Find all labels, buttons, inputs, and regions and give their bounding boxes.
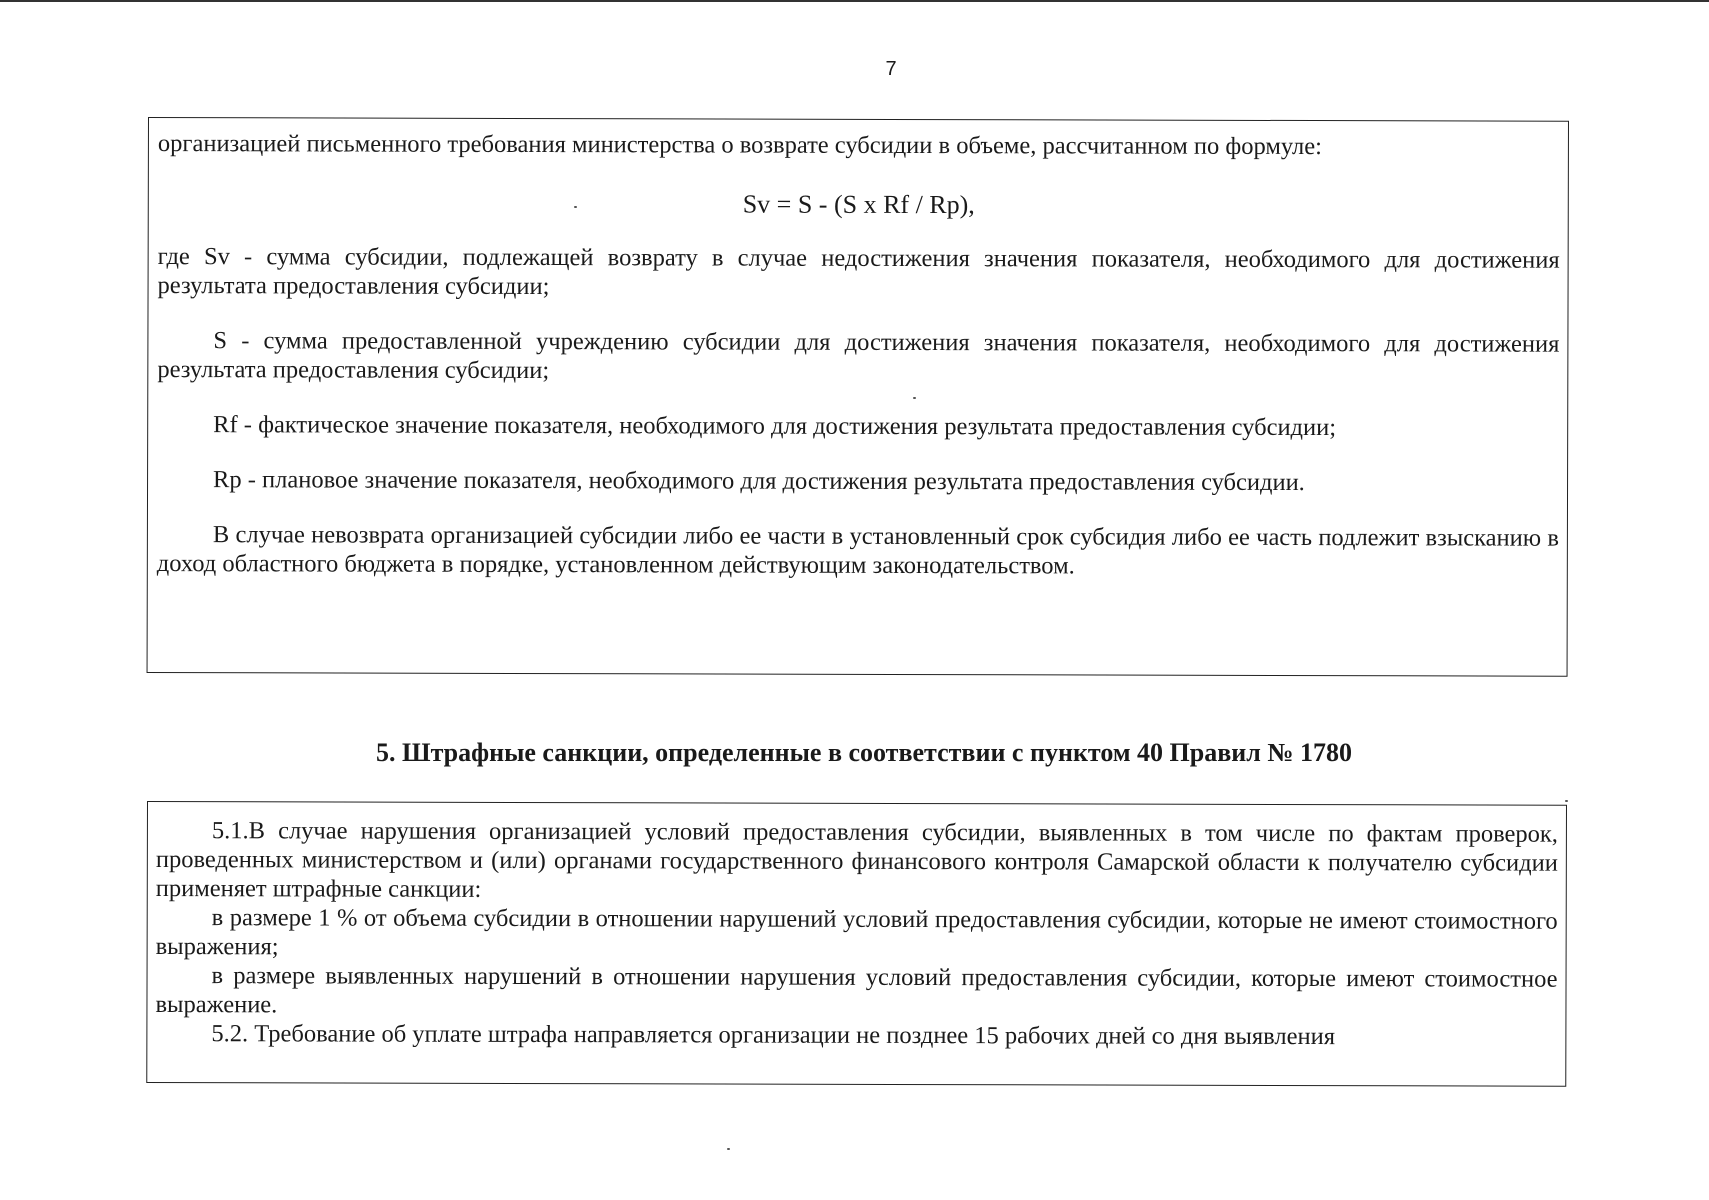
- top-border-line: [0, 0, 1709, 2]
- clause-5-1: 5.1.В случае нарушения организацией условий предоставления субсидии, выявленных в том числе по фактам проверок, проведенных министерством и (или) органами государственного финансового контроля Самарской области к получателю субсидии применяет штрафные санкции:: [155, 817, 1558, 903]
- scan-speck: [1565, 800, 1568, 802]
- section-5-heading: 5. Штрафные санкции, определенные в соответствии с пунктом 40 Правил № 1780: [376, 738, 1352, 767]
- definition-sv: где Sv - сумма субсидии, подлежащей возврату в случае недостижения значения показателя, необходимого для достижения результата предоставления субсидии;: [157, 243, 1560, 301]
- scan-speck: [574, 206, 577, 208]
- subsidy-return-box: [147, 117, 1569, 677]
- definition-s: S - сумма предоставленной учреждению субсидии для достижения значения показателя, необходимого для достижения результата предоставления субсидии;: [157, 327, 1560, 385]
- scan-speck: [727, 1148, 730, 1150]
- scan-speck: [913, 397, 916, 399]
- intro-paragraph: организацией письменного требования министерства о возврате субсидии в объеме, рассчитанном по формуле:: [157, 130, 1322, 161]
- penalties-box: [146, 801, 1567, 1087]
- return-formula: Sv = S - (S x Rf / Rp),: [742, 189, 975, 220]
- penalty-one-percent: в размере 1 % от объема субсидии в отношении нарушений условий предоставления субсидии, которые не имеют стоимостного выражения;: [155, 904, 1558, 961]
- definition-rp: Rp - плановое значение показателя, необходимого для достижения результата предоставления субсидии.: [213, 466, 1305, 497]
- definition-rf: Rf - фактическое значение показателя, необходимого для достижения результата предоставления субсидии;: [213, 411, 1337, 442]
- page-number: 7: [885, 58, 897, 80]
- non-return-paragraph: В случае невозврата организацией субсидии либо ее части в установленный срок субсидия либо ее часть подлежит взысканию в доход областного бюджета в порядке, установленном действующим законодательством.: [156, 521, 1559, 580]
- clause-5-2: 5.2. Требование об уплате штрафа направляется организации не позднее 15 рабочих дней со дня выявления: [211, 1020, 1336, 1051]
- penalty-identified-amount: в размере выявленных нарушений в отношении нарушения условий предоставления субсидии, которые имеют стоимостное выражение.: [155, 962, 1558, 1019]
